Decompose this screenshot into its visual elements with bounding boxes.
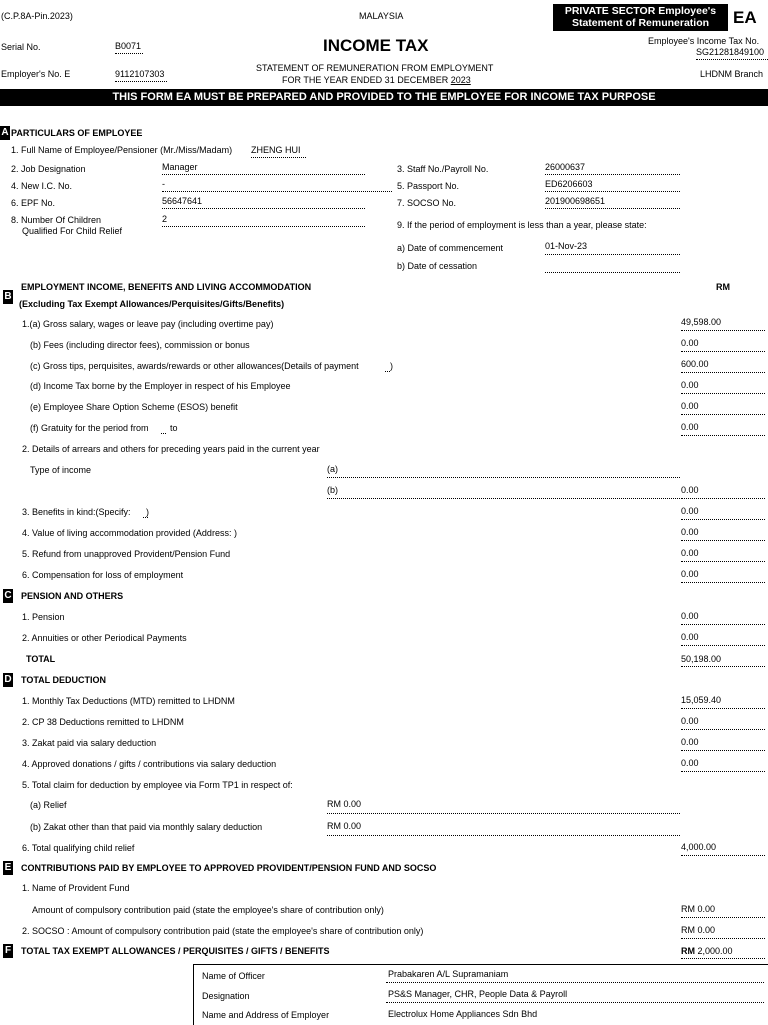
section-b-title: EMPLOYMENT INCOME, BENEFITS AND LIVING ACCOMMODATION — [21, 282, 312, 292]
officer-name-line — [386, 982, 764, 983]
b-4-label: 4. Value of living accommodation provided (Address: ) — [22, 528, 237, 538]
d-4-line — [681, 771, 765, 772]
total-line — [681, 666, 765, 667]
tax-no-value: SG21281849100 — [696, 47, 765, 57]
f-amount: 2,000.00 — [697, 946, 733, 956]
b-1c-value: 600.00 — [681, 359, 709, 369]
b-1e-line — [681, 414, 765, 415]
b-1b-line — [681, 351, 765, 352]
socso-value: 201900698651 — [545, 196, 606, 206]
b-1d-label: (d) Income Tax borne by the Employer in respect of his Employee — [30, 381, 291, 391]
e-2-line — [681, 938, 765, 939]
employer-no-value: 9112107303 — [115, 69, 165, 79]
b-1f-value: 0.00 — [681, 422, 699, 432]
b-3-label-end: ) — [146, 507, 149, 517]
b-1e-value: 0.00 — [681, 401, 699, 411]
type-a: (a) — [327, 464, 338, 474]
statement-line1: STATEMENT OF REMUNERATION FROM EMPLOYMENT — [256, 63, 494, 73]
b-1c-label: (c) Gross tips, perquisites, awards/rewards or other allowances(Details of payment — [30, 361, 359, 371]
period-label: 9. If the period of employment is less than a year, please state: — [397, 220, 647, 230]
d-6-value: 4,000.00 — [681, 842, 717, 852]
e-2-label: 2. SOCSO : Amount of compulsory contribution paid (state the employee's share of contribution only) — [22, 926, 424, 936]
d-6-line — [681, 855, 765, 856]
designation-value: PS&S Manager, CHR, People Data & Payroll — [388, 989, 568, 999]
ic-label: 4. New I.C. No. — [11, 181, 73, 191]
rm-header: RM — [716, 282, 730, 292]
c-2-value: 0.00 — [681, 632, 699, 642]
job-value: Manager — [162, 162, 198, 172]
type-income-label: Type of income — [30, 465, 92, 475]
epf-line — [162, 208, 365, 209]
staff-value: 26000637 — [545, 162, 586, 172]
e-1-value: RM 0.00 — [681, 904, 716, 914]
section-c-title: PENSION AND OTHERS — [21, 591, 124, 601]
b-2-label: 2. Details of arrears and others for preceding years paid in the current year — [22, 444, 320, 454]
passport-label: 5. Passport No. — [397, 181, 460, 191]
statement-year: 2023 — [450, 75, 471, 85]
section-e-letter: E — [4, 862, 12, 873]
passport-line — [545, 191, 680, 192]
section-f-title: TOTAL TAX EXEMPT ALLOWANCES / PERQUISITES / GIFTS / BENEFITS — [21, 946, 330, 956]
section-a-title: PARTICULARS OF EMPLOYEE — [11, 128, 143, 138]
designation-line — [386, 1002, 764, 1003]
d-6-label: 6. Total qualifying child relief — [22, 843, 135, 853]
d-5a-line — [327, 813, 680, 814]
b-2-value: 0.00 — [681, 485, 699, 495]
section-a-letter: A — [1, 127, 9, 138]
sector-line2: Statement of Remuneration — [571, 17, 710, 29]
c-2-label: 2. Annuities or other Periodical Payments — [22, 633, 187, 643]
cessation-label: b) Date of cessation — [397, 261, 478, 271]
f-value — [681, 946, 733, 957]
form-banner: THIS FORM EA MUST BE PREPARED AND PROVIDED TO THE EMPLOYEE FOR INCOME TAX PURPOSE — [0, 89, 768, 106]
employer-label: Name and Address of Employer — [202, 1010, 330, 1020]
b-1f-line — [681, 435, 765, 436]
commence-line — [545, 254, 680, 255]
c-2-line — [681, 645, 765, 646]
d-3-label: 3. Zakat paid via salary deduction — [22, 738, 157, 748]
job-line — [162, 174, 365, 175]
children-line — [162, 226, 365, 227]
b-6-label: 6. Compensation for loss of employment — [22, 570, 184, 580]
d-4-label: 4. Approved donations / gifts / contributions via salary deduction — [22, 759, 277, 769]
serial-line — [115, 53, 143, 54]
b-5-value: 0.00 — [681, 548, 699, 558]
d-1-label: 1. Monthly Tax Deductions (MTD) remitted to LHDNM — [22, 696, 235, 706]
staff-label: 3. Staff No./Payroll No. — [397, 164, 489, 174]
employer-no-line — [115, 81, 167, 82]
d-5b-label: (b) Zakat other than that paid via monthly salary deduction — [30, 822, 263, 832]
d-4-value: 0.00 — [681, 758, 699, 768]
sector-line1: PRIVATE SECTOR Employee's — [564, 5, 717, 17]
d-1-line — [681, 708, 765, 709]
e-2-value: RM 0.00 — [681, 925, 716, 935]
country-label: MALAYSIA — [359, 11, 404, 21]
officer-name-value: Prabakaren A/L Supramaniam — [388, 969, 509, 979]
d-2-label: 2. CP 38 Deductions remitted to LHDNM — [22, 717, 184, 727]
children-label-2: Qualified For Child Relief — [22, 226, 123, 236]
officer-name-label: Name of Officer — [202, 971, 265, 981]
e-1-label: 1. Name of Provident Fund — [22, 883, 130, 893]
section-b-letter: B — [4, 291, 12, 302]
page-title: INCOME TAX — [323, 36, 429, 55]
ic-line — [162, 191, 392, 192]
employer-no-label: Employer's No. E — [1, 69, 71, 79]
d-2-value: 0.00 — [681, 716, 699, 726]
c-1-line — [681, 624, 765, 625]
b-1c-label-end: ) — [390, 361, 393, 371]
b-1b-label: (b) Fees (including director fees), commission or bonus — [30, 340, 250, 350]
employer-value: Electrolux Home Appliances Sdn Bhd — [388, 1009, 538, 1019]
f-line — [681, 958, 765, 959]
b-4-value: 0.00 — [681, 527, 699, 537]
section-d-title: TOTAL DEDUCTION — [21, 675, 106, 685]
b-3-value: 0.00 — [681, 506, 699, 516]
staff-line — [545, 174, 680, 175]
tax-no-label: Employee's Income Tax No. — [648, 36, 760, 46]
serial-value: B0071 — [115, 41, 142, 51]
d-5a-value: RM 0.00 — [327, 799, 362, 809]
section-d-letter: D — [4, 674, 12, 685]
epf-value: 56647641 — [162, 196, 203, 206]
d-5a-label: (a) Relief — [30, 800, 67, 810]
tax-no-line — [696, 59, 768, 60]
job-label: 2. Job Designation — [11, 164, 86, 174]
e-1-amount-label: Amount of compulsory contribution paid (state the employee's share of contribution only) — [32, 905, 384, 915]
name-label: 1. Full Name of Employee/Pensioner (Mr./Miss/Madam) — [11, 145, 233, 155]
children-value: 2 — [162, 214, 168, 224]
b-5-line — [681, 561, 765, 562]
section-c-letter: C — [4, 590, 12, 601]
d-5-label: 5. Total claim for deduction by employee via Form TP1 in respect of: — [22, 780, 293, 790]
ic-value: - — [162, 179, 165, 189]
b-3-line — [681, 519, 765, 520]
socso-label: 7. SOCSO No. — [397, 198, 457, 208]
commence-label: a) Date of commencement — [397, 243, 504, 253]
b-1a-line — [681, 330, 765, 331]
b-1f-to: to — [170, 423, 178, 433]
d-3-value: 0.00 — [681, 737, 699, 747]
total-value: 50,198.00 — [681, 654, 722, 664]
d-5b-line — [327, 835, 680, 836]
b-1f-label: (f) Gratuity for the period from — [30, 423, 149, 433]
section-e-title: CONTRIBUTIONS PAID BY EMPLOYEE TO APPROVED PROVIDENT/PENSION FUND AND SOCSO — [21, 863, 437, 873]
c-1-value: 0.00 — [681, 611, 699, 621]
b-1c-line — [681, 372, 765, 373]
b-2-line — [681, 498, 765, 499]
form-id: EA — [733, 8, 757, 27]
b-1a-label: 1.(a) Gross salary, wages or leave pay (including overtime pay) — [22, 319, 274, 329]
d-3-line — [681, 750, 765, 751]
section-b-subtitle: (Excluding Tax Exempt Allowances/Perquisites/Gifts/Benefits) — [19, 299, 285, 309]
b-1d-line — [681, 393, 765, 394]
cessation-line — [545, 272, 680, 273]
socso-line — [545, 208, 680, 209]
serial-label: Serial No. — [1, 42, 41, 52]
section-f-letter: F — [4, 945, 12, 956]
b-6-value: 0.00 — [681, 569, 699, 579]
b-1a-value: 49,598.00 — [681, 317, 722, 327]
form-code: (C.P.8A-Pin.2023) — [1, 11, 73, 21]
b-3-label: 3. Benefits in kind:(Specify: — [22, 507, 131, 517]
statement-line2: FOR THE YEAR ENDED 31 DECEMBER 2023 — [282, 75, 471, 85]
type-a-line — [327, 477, 680, 478]
b-1f-from-line — [161, 433, 166, 434]
b-1b-value: 0.00 — [681, 338, 699, 348]
b-5-label: 5. Refund from unapproved Provident/Pension Fund — [22, 549, 231, 559]
branch-label: LHDNM Branch — [700, 69, 764, 79]
children-label-1: 8. Number Of Children — [11, 215, 102, 225]
d-5b-value: RM 0.00 — [327, 821, 362, 831]
f-rm: RM — [681, 946, 695, 956]
c-1-label: 1. Pension — [22, 612, 65, 622]
d-2-line — [681, 729, 765, 730]
b-1e-label: (e) Employee Share Option Scheme (ESOS) benefit — [30, 402, 238, 412]
e-1-line — [681, 917, 765, 918]
passport-value: ED6206603 — [545, 179, 593, 189]
d-1-value: 15,059.40 — [681, 695, 722, 705]
name-value: ZHENG HUI — [251, 145, 301, 155]
total-label: TOTAL — [26, 654, 56, 664]
epf-label: 6. EPF No. — [11, 198, 56, 208]
designation-label: Designation — [202, 991, 250, 1001]
type-b: (b) — [327, 485, 338, 495]
b-4-line — [681, 540, 765, 541]
b-1d-value: 0.00 — [681, 380, 699, 390]
type-b-line — [327, 498, 680, 499]
b-6-line — [681, 582, 765, 583]
commence-value: 01-Nov-23 — [545, 241, 588, 251]
name-line — [251, 157, 306, 158]
sector-box — [553, 4, 728, 31]
